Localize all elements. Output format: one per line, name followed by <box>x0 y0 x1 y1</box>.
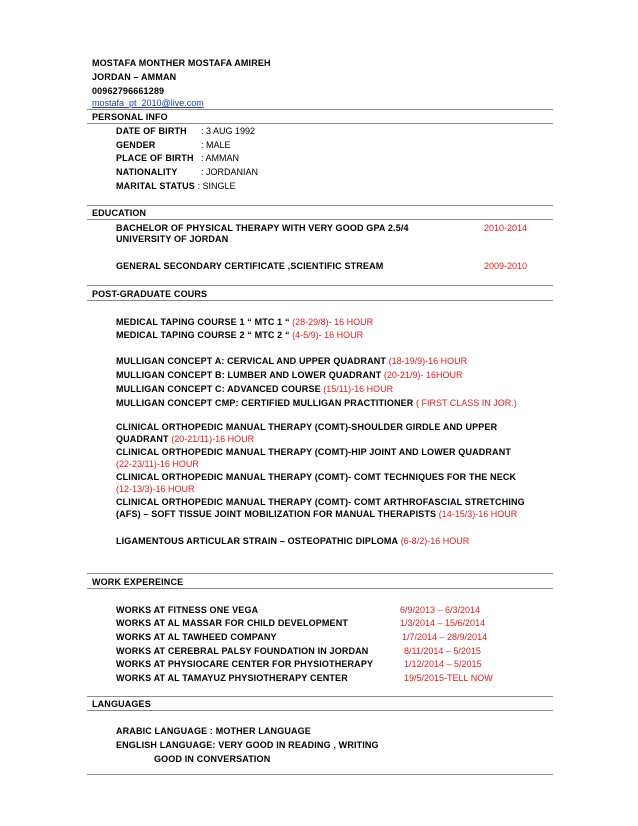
course-item <box>116 433 254 445</box>
course-detail: ( FIRST CLASS IN JOR.) <box>415 398 517 408</box>
course-title: MULLIGAN CONCEPT CMP: CERTIFIED MULLIGAN PRACTITIONER <box>116 398 414 408</box>
course-item <box>116 508 517 520</box>
info-label: NATIONALITY <box>116 167 178 177</box>
info-row-gender <box>116 139 231 151</box>
education-degree: GENERAL SECONDARY CERTIFICATE ,SCIENTIFIC STREAM <box>116 261 384 271</box>
info-label: DATE OF BIRTH <box>116 126 187 136</box>
section-heading-courses: POST-GRADUATE COURS <box>92 289 208 299</box>
section-heading-work: WORK EXPEREINCE <box>92 577 184 587</box>
divider <box>87 573 553 574</box>
work-dates: 1/12/2014 – 5/2015 <box>404 659 482 669</box>
info-row-place-of-birth <box>116 152 239 164</box>
email-link[interactable]: mostafa_pt_2010@live.com <box>92 98 204 108</box>
info-value: : JORDANIAN <box>201 167 259 177</box>
course-detail: (6-8/2)-16 HOUR <box>400 536 470 546</box>
info-value: : SINGLE <box>197 181 236 191</box>
info-value: : AMMAN <box>201 153 240 163</box>
work-title: WORKS AT PHYSIOCARE CENTER FOR PHYSIOTHERAPY <box>116 659 374 669</box>
course-detail: (12-13/3)-16 HOUR <box>116 484 195 494</box>
info-row-marital-status <box>116 180 235 192</box>
divider <box>87 710 553 711</box>
course-detail: (15/11)-16 HOUR <box>323 384 394 394</box>
education-years: 2010-2014 <box>484 223 528 233</box>
language-english-continued: GOOD IN CONVERSATION <box>154 754 271 764</box>
divider <box>87 588 553 589</box>
course-detail: (20-21/11)-16 HOUR <box>171 434 255 444</box>
education-years: 2009-2010 <box>484 261 528 271</box>
course-title: LIGAMENTOUS ARTICULAR STRAIN – OSTEOPATHIC DIPLOMA <box>116 536 399 546</box>
section-heading-languages: LANGUAGES <box>92 699 151 709</box>
course-item <box>116 397 517 409</box>
info-label: MARITAL STATUS <box>116 181 195 191</box>
info-label: PLACE OF BIRTH <box>116 153 194 163</box>
divider <box>87 219 553 220</box>
course-title: MULLIGAN CONCEPT B: LUMBER AND LOWER QUADRANT <box>116 370 382 380</box>
section-heading-personal: PERSONAL INFO <box>92 112 168 122</box>
divider <box>87 300 553 301</box>
section-heading-education: EDUCATION <box>92 208 147 218</box>
course-item <box>116 316 373 328</box>
course-title: MULLIGAN CONCEPT A: CERVICAL AND UPPER QUADRANT <box>116 356 387 366</box>
full-name: MOSTAFA MONTHER MOSTAFA AMIREH <box>92 58 271 68</box>
course-title: CLINICAL ORTHOPEDIC MANUAL THERAPY (COMT)- COMT ARTHROFASCIAL STRETCHING <box>116 497 525 507</box>
course-item <box>116 535 469 547</box>
course-title: MULLIGAN CONCEPT C: ADVANCED COURSE <box>116 384 321 394</box>
work-dates: 1/3/2014 – 15/6/2014 <box>400 618 486 628</box>
phone-number: 00962796661289 <box>92 86 165 96</box>
course-item <box>116 383 393 395</box>
divider <box>87 205 553 206</box>
course-title: MEDICAL TAPING COURSE 2 “ MTC 2 “ <box>116 330 290 340</box>
work-title: WORKS AT FITNESS ONE VEGA <box>116 605 259 615</box>
course-title-continued: (AFS) – SOFT TISSUE JOINT MOBILIZATION FOR MANUAL THERAPISTS <box>116 509 437 519</box>
divider <box>87 696 553 697</box>
course-title: CLINICAL ORTHOPEDIC MANUAL THERAPY (COMT)- COMT TECHNIQUES FOR THE NECK <box>116 472 517 482</box>
course-item <box>116 369 462 381</box>
course-title: CLINICAL ORTHOPEDIC MANUAL THERAPY (COMT)-SHOULDER GIRDLE AND UPPER <box>116 422 498 432</box>
info-value: : 3 AUG 1992 <box>201 126 256 136</box>
course-item <box>116 329 363 341</box>
course-detail: (20-21/9)- 16HOUR <box>383 370 463 380</box>
work-dates: 1/7/2014 – 28/9/2014 <box>402 632 488 642</box>
course-title: MEDICAL TAPING COURSE 1 “ MTC 1 “ <box>116 317 290 327</box>
info-row-nationality <box>116 166 258 178</box>
course-detail: (18-19/9)-16 HOUR <box>388 356 468 366</box>
info-label: GENDER <box>116 140 156 150</box>
course-item <box>116 355 467 367</box>
divider <box>87 109 553 110</box>
info-row-dob <box>116 125 255 137</box>
divider <box>87 123 553 124</box>
course-detail: (28-29/8)- 16 HOUR <box>292 317 374 327</box>
work-dates: 19/5/2015-TELL NOW <box>404 673 493 683</box>
course-detail: (14-15/3)-16 HOUR <box>438 509 518 519</box>
course-detail: (4-5/9)- 16 HOUR <box>292 330 364 340</box>
work-dates: 8/11/2014 – 5/2015 <box>404 646 481 656</box>
work-title: WORKS AT AL TAWHEED COMPANY <box>116 632 277 642</box>
education-institution: UNIVERSITY OF JORDAN <box>116 234 229 244</box>
course-title-continued: QUADRANT <box>116 434 169 444</box>
location: JORDAN – AMMAN <box>92 72 177 82</box>
course-title: CLINICAL ORTHOPEDIC MANUAL THERAPY (COMT)-HIP JOINT AND LOWER QUADRANT <box>116 447 511 457</box>
work-dates: 6/9/2013 – 6/3/2014 <box>400 605 481 615</box>
work-title: WORKS AT CEREBRAL PALSY FOUNDATION IN JORDAN <box>116 646 369 656</box>
work-title: WORKS AT AL MASSAR FOR CHILD DEVELOPMENT <box>116 618 348 628</box>
work-title: WORKS AT AL TAMAYUZ PHYSIOTHERAPY CENTER <box>116 673 348 683</box>
divider <box>87 774 553 775</box>
education-degree: BACHELOR OF PHYSICAL THERAPY WITH VERY GOOD GPA 2.5/4 <box>116 223 409 233</box>
info-value: : MALE <box>201 140 231 150</box>
course-detail: (22-23/11)-16 HOUR <box>116 459 199 469</box>
divider <box>87 285 553 286</box>
language-arabic: ARABIC LANGUAGE : MOTHER LANGUAGE <box>116 726 311 736</box>
language-english: ENGLISH LANGUAGE: VERY GOOD IN READING , WRITING <box>116 740 379 750</box>
